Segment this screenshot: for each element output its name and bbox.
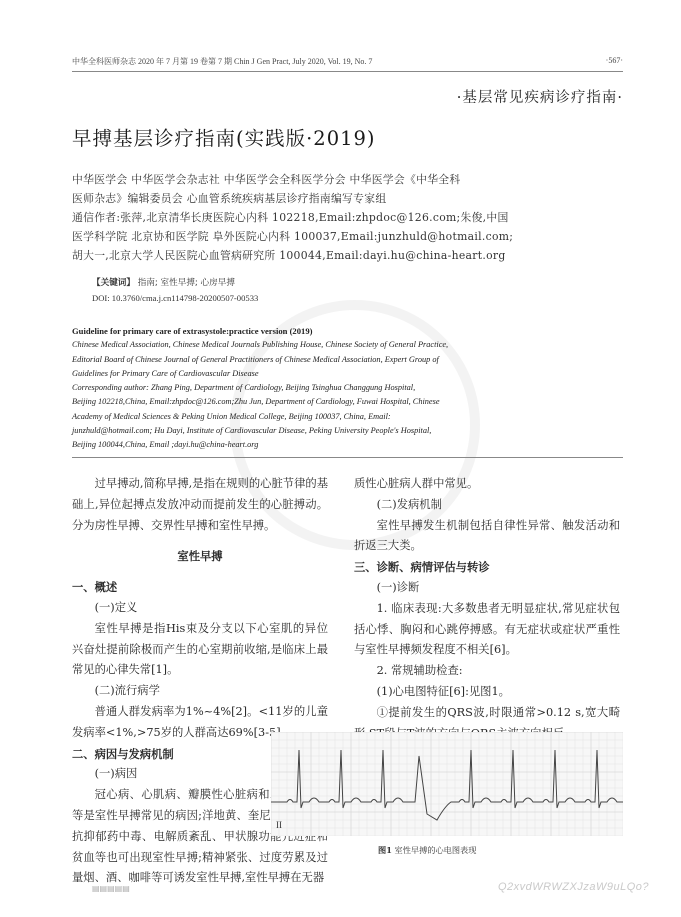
body-paragraph: ②同一来源的室性早搏与其前面的窦性搏动之间的间期一般恒定(室性并行心律除外)。	[354, 747, 620, 782]
subsection-heading: (一)病因	[94, 767, 138, 781]
body-paragraph: 室性早搏是指His束及分支以下心室肌的异位兴奋灶提前除极而产生的心室期前收缩,是临床上最常见的心律失常[1]。	[72, 621, 328, 677]
body-paragraph: 室性早搏发生机制包括自律性异常、触发活动和折返三大类。	[354, 518, 620, 553]
section-label: ·基层常见疾病诊疗指南·	[456, 90, 623, 106]
body-paragraph: 过早搏动,简称早搏,是指在规则的心脏节律的基础上,异位起搏点发放冲动而提前发生的心脏搏动。分为房性早搏、交界性早搏和室性早搏。	[72, 477, 328, 532]
body-paragraph: 1. 临床表现:大多数患者无明显症状,常见症状包括心悸、胸闷和心跳停搏感。有无症状或症状严重性与室性早搏频发程度不相关[6]。	[354, 601, 620, 657]
section-heading: 二、病因与发病机制	[72, 746, 174, 761]
section-heading: 三、诊断、病情评估与转诊	[354, 560, 490, 575]
keywords-label: 【关键词】	[92, 278, 135, 288]
doi: DOI: 10.3760/cma.j.cn114798-20200507-00533	[92, 293, 259, 303]
body-paragraph: (1)心电图特征[6]:见图1。	[376, 684, 510, 698]
body-paragraph	[72, 536, 328, 546]
section-heading: 室性早搏	[177, 549, 223, 564]
author-line: 胡大一,北京大学人民医院心血管病研究所 100044,Email:dayi.hu@china-heart.org	[72, 249, 506, 262]
english-line: Guidelines for Primary Care of Cardiovascular Disease	[72, 368, 259, 378]
journal-header	[72, 56, 623, 67]
body-paragraph: ①提前发生的QRS波,时限通常>0.12 s,宽大畸形,ST段与T波的方向与QRS主波方向相反。	[354, 705, 620, 740]
body-paragraph	[72, 567, 328, 577]
page-number: ·567·	[605, 56, 623, 65]
header-rule	[72, 71, 623, 72]
english-line: Beijing 102218,China, Email:zhpdoc@126.com;Zhu Jun, Department of Cardiology, Fuwai Hospital, Chinese	[72, 397, 440, 407]
author-line: 医学科学院 北京协和医学院 阜外医院心内科 100037,Email:junzhuld@hotmail.com;	[72, 230, 514, 243]
ecg-figure	[271, 732, 623, 836]
subsection-heading: (一)诊断	[376, 580, 420, 594]
publisher-logo: ▤▤▤▤▤	[92, 884, 130, 893]
author-block	[72, 170, 620, 265]
journal-line: 中华全科医师杂志 2020 年 7 月第 19 卷第 7 期 Chin J Gen Pract, July 2020, Vol. 19, No. 7	[72, 57, 373, 66]
figure-caption-label: 图1	[378, 845, 392, 855]
subsection-heading: (二)流行病学	[94, 684, 160, 698]
english-line: Corresponding author: Zhang Ping, Department of Cardiology, Beijing Tsinghua Changgung Hospital,	[72, 383, 416, 393]
ecg-lead-label: II	[276, 820, 282, 830]
body-paragraph: 普通人群发病率为1%~4%[2]。<11岁的儿童发病率<1%,>75岁的人群高达69%[3-5]。	[72, 704, 328, 739]
page-title: 早搏基层诊疗指南(实践版·2019)	[72, 127, 376, 150]
author-line: 通信作者:张萍,北京清华长庚医院心内科 102218,Email:zhpdoc@126.com;朱俊,中国	[72, 211, 509, 224]
body-paragraph: 2. 常规辅助检查:	[376, 664, 463, 678]
english-title: Guideline for primary care of extrasystole:practice version (2019)	[72, 326, 313, 336]
subsection-heading: (一)定义	[94, 600, 138, 614]
english-line: junzhuld@hotmail.com; Hu Dayi, Institute of Cardiovascular Disease, Peking University People's Hospital,	[72, 426, 432, 436]
footer-id: Q2xvdWRWZXJzaW9uLQo?	[497, 881, 649, 893]
author-line: 医师杂志》编辑委员会 心血管系统疾病基层诊疗指南编写专家组	[72, 192, 387, 205]
subsection-heading: (二)发病机制	[376, 497, 442, 511]
keywords	[92, 276, 235, 288]
english-line: Academy of Medical Sciences & Peking Union Medical College, Beijing 100037, China, Email:	[72, 411, 391, 421]
english-line: Editorial Board of Chinese Journal of General Practitioners of Chinese Medical Association, Expert Group of	[72, 354, 439, 364]
section-heading: 一、概述	[72, 580, 118, 595]
english-line: Beijing 100044,China, Email ;dayi.hu@china-heart.org	[72, 440, 259, 450]
body-paragraph: 冠心病、心肌病、瓣膜性心脏病和二尖瓣脱垂等是室性早搏常见的病因;洋地黄、奎尼丁、三环类抗抑郁药中毒、电解质紊乱、甲状腺功能亢进症和贫血等也可出现室性早搏;精神紧张、过度劳累及过量烟、酒、咖啡等可诱发室性早搏,室性早搏在无器	[72, 788, 328, 885]
english-line: Chinese Medical Association, Chinese Medical Journals Publishing House, Chinese Society of General Practice,	[72, 340, 449, 350]
body-paragraph: 质性心脏病人群中常见。	[354, 477, 479, 490]
abstract-rule	[72, 457, 623, 458]
keywords-text: 指南; 室性早搏; 心房早搏	[137, 278, 235, 288]
author-line: 中华医学会 中华医学会杂志社 中华医学会全科医学分会 中华医学会《中华全科	[72, 173, 461, 186]
figure-caption	[378, 845, 476, 856]
figure-caption-text: 室性早搏的心电图表现	[394, 845, 477, 855]
english-abstract	[72, 324, 622, 453]
body-paragraph: ③室性早搏后有完全性代偿间歇,即包含室性早搏在内前后两个下传的窦性搏动的间期,等于两	[354, 788, 620, 823]
